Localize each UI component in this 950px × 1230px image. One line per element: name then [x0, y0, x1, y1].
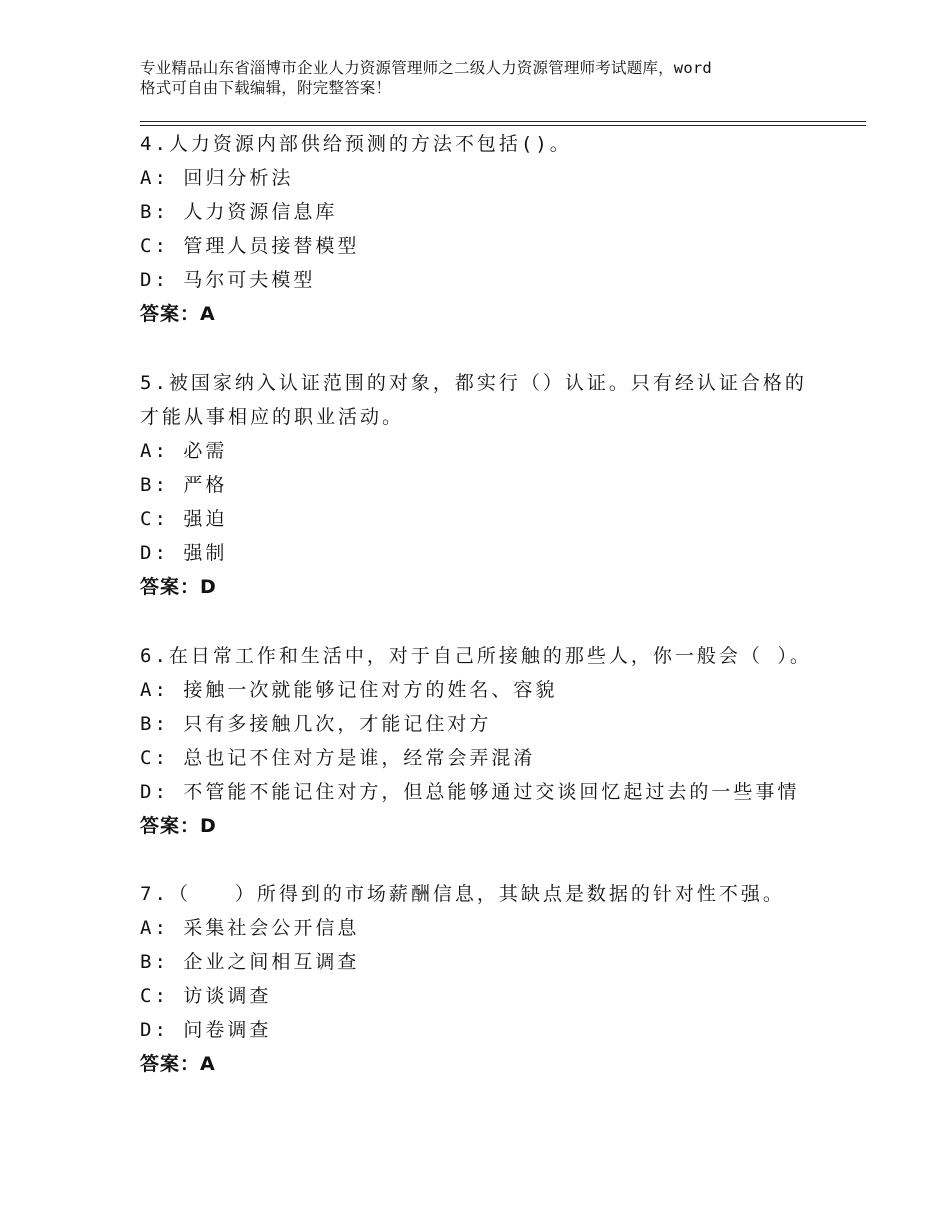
option-c: C: 管理人员接替模型: [140, 235, 360, 257]
document-header: [140, 58, 830, 98]
question-4: [140, 127, 830, 331]
answer: 答案：A: [140, 303, 216, 325]
option-c: C: 访谈调查: [140, 985, 272, 1007]
question-stem: 4.人力资源内部供给预测的方法不包括()。: [140, 133, 572, 155]
header-line-2: 格式可自由下载编辑，附完整答案！: [140, 79, 392, 97]
answer: 答案：D: [140, 815, 217, 837]
question-stem: 5.被国家纳入认证范围的对象，都实行（）认证。只有经认证合格的: [140, 372, 807, 394]
option-a: A: 采集社会公开信息: [140, 917, 360, 939]
option-d: D: 马尔可夫模型: [140, 269, 316, 291]
header-rule-top: [140, 121, 866, 122]
option-a: A: 接触一次就能够记住对方的姓名、容貌: [140, 679, 558, 701]
question-stem: 6.在日常工作和生活中，对于自己所接触的那些人，你一般会（ ）。: [140, 645, 812, 667]
option-b: B: 严格: [140, 474, 228, 496]
answer: 答案：A: [140, 1053, 216, 1075]
option-c: C: 总也记不住对方是谁，经常会弄混淆: [140, 747, 536, 769]
question-stem-continued: 才能从事相应的职业活动。: [140, 406, 405, 428]
question-7: [140, 877, 830, 1081]
option-a: A: 回归分析法: [140, 167, 294, 189]
option-b: B: 企业之间相互调查: [140, 951, 360, 973]
answer: 答案：D: [140, 576, 217, 598]
question-6: [140, 639, 830, 843]
question-5: [140, 366, 830, 604]
option-d: D: 问卷调查: [140, 1019, 272, 1041]
option-b: B: 人力资源信息库: [140, 201, 338, 223]
option-a: A: 必需: [140, 440, 228, 462]
option-d: D: 强制: [140, 542, 228, 564]
header-rule-bottom: [140, 125, 866, 126]
question-stem: 7.（ ）所得到的市场薪酬信息，其缺点是数据的针对性不强。: [140, 883, 785, 905]
option-d: D: 不管能不能记住对方，但总能够通过交谈回忆起过去的一些事情: [140, 781, 800, 803]
option-b: B: 只有多接触几次，才能记住对方: [140, 713, 492, 735]
header-line-1: 专业精品山东省淄博市企业人力资源管理师之二级人力资源管理师考试题库，word: [140, 59, 712, 77]
option-c: C: 强迫: [140, 508, 228, 530]
